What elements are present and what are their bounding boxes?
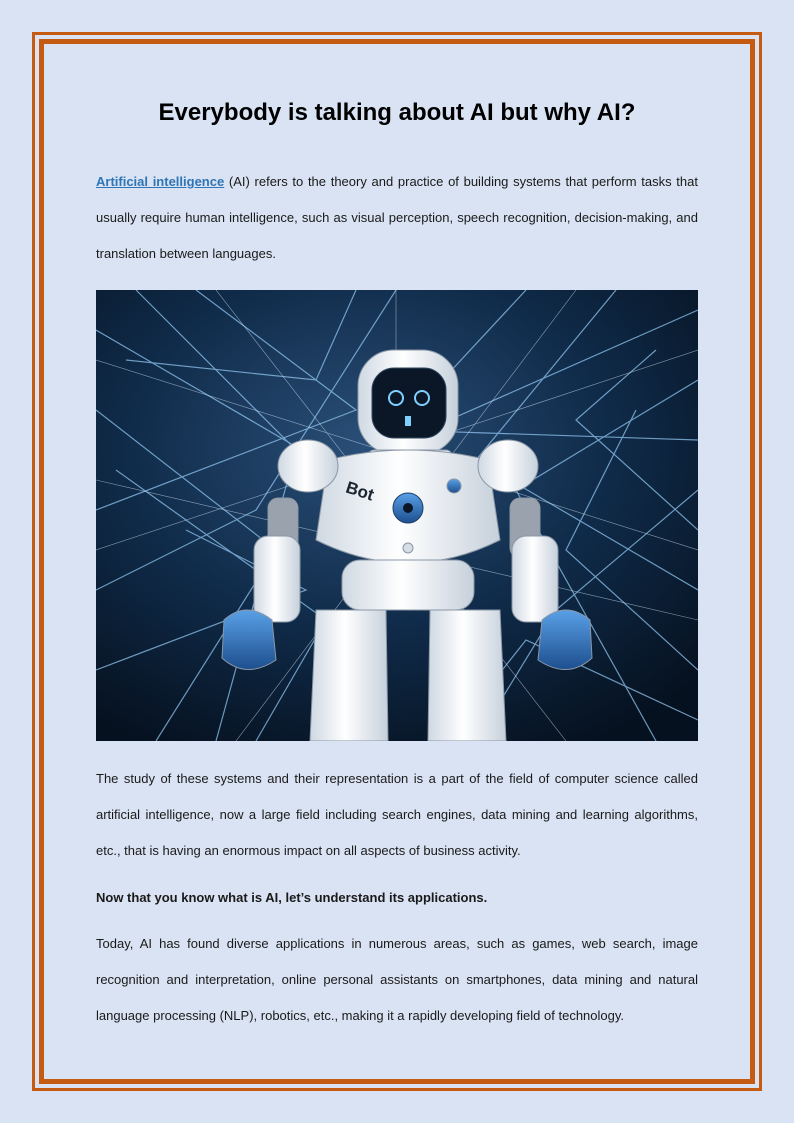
intro-paragraph xyxy=(96,164,698,272)
ai-link[interactable]: Artificial intelligence xyxy=(96,174,225,189)
page-title: Everybody is talking about AI but why AI? xyxy=(158,99,636,126)
robot-label: Bot xyxy=(343,477,377,505)
subheading-applications: Now that you know what is AI, let’s understand its applications. xyxy=(96,890,488,905)
intro-text: (AI) refers to the theory and practice of building systems that perform tasks that usually require human intelligence, such as visual perception, speech recognition, decision-making, and translation between languages. xyxy=(96,174,698,261)
robot-image xyxy=(96,290,698,741)
paragraph-study: The study of these systems and their representation is a part of the field of computer science called artificial intelligence, now a large field including search engines, data mining and learning algorithms, etc., that is having an enormous impact on all aspects of business activity. xyxy=(96,771,698,858)
paragraph-applications: Today, AI has found diverse applications in numerous areas, such as games, web search, image recognition and interpretation, online personal assistants on smartphones, data mining and natural language processing (NLP), robotics, etc., making it a rapidly developing field of technology. xyxy=(96,936,698,1023)
